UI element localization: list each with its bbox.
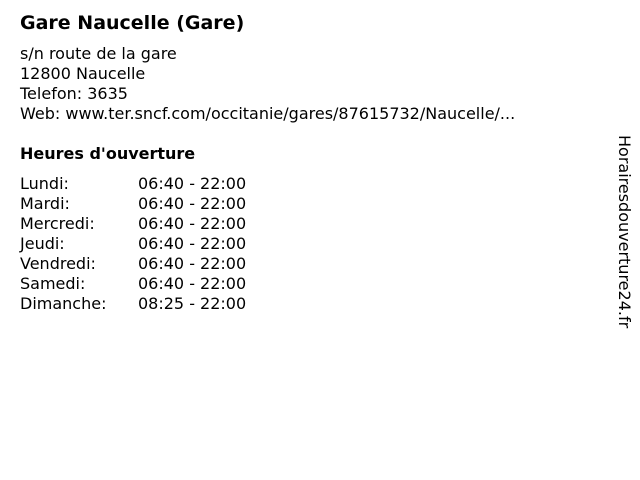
hours-row-sunday [20,294,268,314]
hours-time: 06:40 - 22:00 [138,194,247,213]
address-street: s/n route de la gare [20,44,177,63]
hours-day: Jeudi: [20,234,65,253]
hours-row-thursday [20,234,268,254]
hours-day: Mardi: [20,194,70,213]
hours-day: Vendredi: [20,254,96,273]
hours-time: 06:40 - 22:00 [138,214,247,233]
hours-time: 06:40 - 22:00 [138,174,247,193]
hours-time: 08:25 - 22:00 [138,294,247,313]
phone-line: Telefon: 3635 [20,84,128,103]
hours-day: Dimanche: [20,294,107,313]
station-address-block [20,44,515,124]
hours-day: Lundi: [20,174,69,193]
hours-row-wednesday [20,214,268,234]
website-line[interactable]: Web: www.ter.sncf.com/occitanie/gares/87615732/Naucelle/... [20,104,516,123]
opening-hours-heading: Heures d'ouverture [20,144,196,163]
site-watermark: Horairesdouverture24.fr [615,135,634,329]
hours-day: Samedi: [20,274,86,293]
address-city: 12800 Naucelle [20,64,146,83]
hours-row-monday [20,174,268,194]
hours-day: Mercredi: [20,214,95,233]
hours-time: 06:40 - 22:00 [138,234,247,253]
hours-time: 06:40 - 22:00 [138,254,247,273]
hours-time: 06:40 - 22:00 [138,274,247,293]
hours-row-saturday [20,274,268,294]
hours-row-friday [20,254,268,274]
opening-hours-table [20,174,268,314]
hours-row-tuesday [20,194,268,214]
station-title: Gare Naucelle (Gare) [20,12,245,34]
